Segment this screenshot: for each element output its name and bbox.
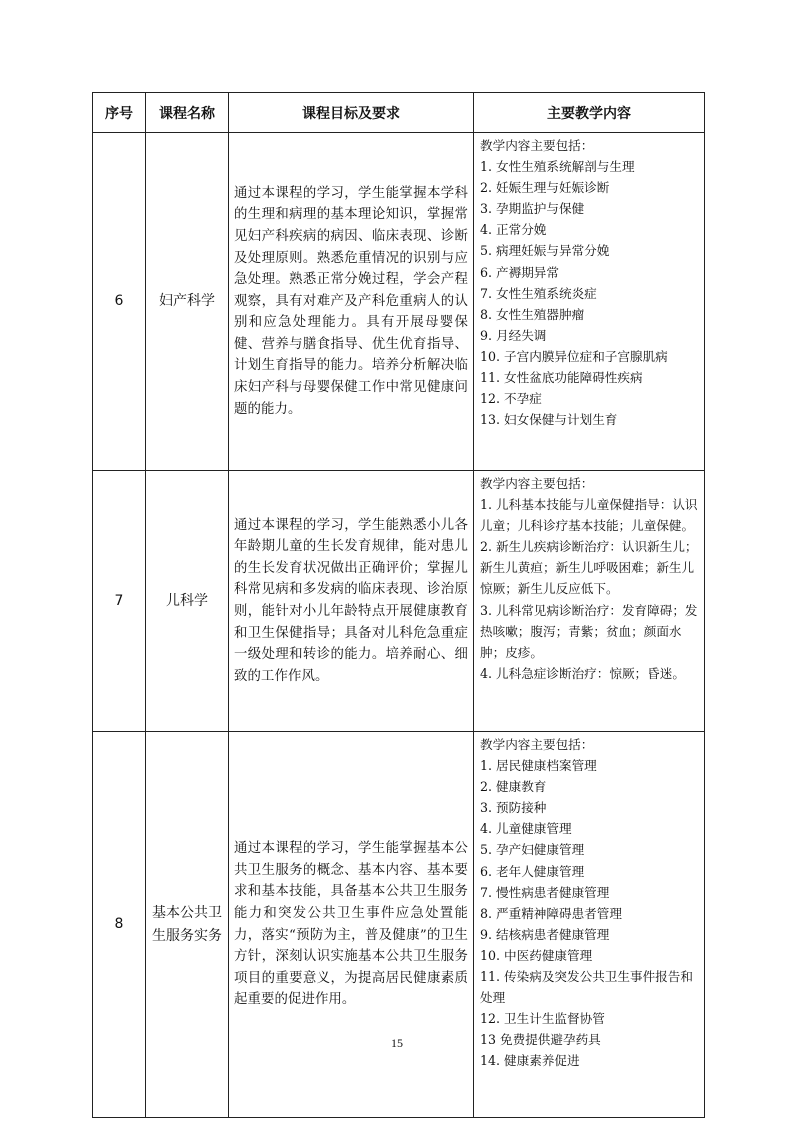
- main-content-cell: [474, 471, 705, 732]
- content-item: 13 免费提供避孕药具: [480, 1032, 601, 1048]
- main-content-cell: [474, 133, 705, 471]
- content-item: 13. 妇女保健与计划生育: [480, 412, 618, 428]
- table-row: [93, 133, 705, 471]
- table-row: [93, 732, 705, 1118]
- content-item: 4. 正常分娩: [480, 222, 547, 238]
- content-item: 12. 卫生计生监督协管: [480, 1011, 605, 1027]
- content-item: 5. 病理妊娠与异常分娩: [480, 243, 610, 259]
- content-item: 12. 不孕症: [480, 391, 542, 407]
- page-number: 15: [391, 1036, 403, 1050]
- content-item: 9. 结核病患者健康管理: [480, 926, 610, 942]
- content-item: 1. 女性生殖系统解剖与生理: [480, 159, 635, 175]
- header-main-content: 主要教学内容: [474, 93, 705, 133]
- row-number: 8: [93, 732, 146, 1118]
- content-item: 8. 女性生殖器肿瘤: [480, 306, 585, 322]
- course-name: 妇产科学: [146, 133, 229, 471]
- content-item: 14. 健康素养促进: [480, 1053, 580, 1069]
- content-item: 7. 女性生殖系统炎症: [480, 285, 597, 301]
- course-objective: 通过本课程的学习，学生能掌握本学科的生理和病理的基本理论知识，掌握常见妇产科疾病的病因、临床表现、诊断及处理原则。熟悉危重情况的识别与应急处理。熟悉正常分娩过程，学会产程观察，具有对难产及产科危重病人的认别和应急处理能力。具有开展母婴保健、营养与膳食指导、优生优育指导、计划生育指导的能力。培养分析解决临床妇产科与母婴保健工作中常见健康问题的能力。: [234, 185, 468, 417]
- content-item: 4. 儿科急症诊断治疗：惊厥；昏迷。: [480, 665, 685, 681]
- content-intro: 教学内容主要包括：: [480, 138, 594, 153]
- content-item: 6. 产褥期异常: [480, 264, 559, 280]
- content-item: 5. 孕产妇健康管理: [480, 842, 585, 858]
- content-item: 11. 女性盆底功能障碍性疾病: [480, 370, 643, 386]
- row-number: 7: [93, 471, 146, 732]
- content-item: 10. 中医药健康管理: [480, 947, 593, 963]
- course-objective-cell: [229, 471, 474, 732]
- table-header-row: [93, 93, 705, 133]
- content-item: 10. 子宫内膜异位症和子宫腺肌病: [480, 348, 668, 364]
- course-name: 基本公共卫生服务实务: [146, 732, 229, 1118]
- header-objectives: 课程目标及要求: [229, 93, 474, 133]
- content-item: 4. 儿童健康管理: [480, 821, 572, 837]
- content-item: 3. 预防接种: [480, 800, 547, 816]
- course-name: 儿科学: [146, 471, 229, 732]
- content-intro: 教学内容主要包括：: [480, 476, 594, 491]
- content-item: 7. 慢性病患者健康管理: [480, 884, 610, 900]
- content-item: 3. 孕期监护与保健: [480, 201, 585, 217]
- main-content-cell: [474, 732, 705, 1118]
- content-item: 1. 居民健康档案管理: [480, 758, 597, 774]
- content-item: 11. 传染病及突发公共卫生事件报告和处理: [480, 969, 693, 1006]
- content-item: 6. 老年人健康管理: [480, 863, 585, 879]
- content-item: 1. 儿科基本技能与儿童保健指导：认识儿童；儿科诊疗基本技能；儿童保健。: [480, 497, 698, 534]
- content-item: 8. 严重精神障碍患者管理: [480, 905, 622, 921]
- content-item: 2. 妊娠生理与妊娠诊断: [480, 180, 610, 196]
- content-item: 2. 健康教育: [480, 779, 547, 795]
- course-objective: 通过本课程的学习，学生能掌握基本公共卫生服务的概念、基本内容、基本要求和基本技能，具备基本公共卫生服务能力和突发公共卫生事件应急处置能力，落实“预防为主，普及健康”的卫生方针，深刻认识实施基本公共卫生服务项目的重要意义，为提高居民健康素质起重要的促进作用。: [234, 841, 468, 1008]
- row-number: 6: [93, 133, 146, 471]
- course-objective: 通过本课程的学习，学生能熟悉小儿各年龄期儿童的生长发育规律，能对患儿的生长发育状况做出正确评价；掌握儿科常见病和多发病的临床表现、诊治原则，能针对小儿年龄特点开展健康教育和卫生保健指导；具备对儿科危急重症一级处理和转诊的能力。培养耐心、细致的工作作风。: [234, 517, 468, 684]
- header-course-name: 课程名称: [146, 93, 229, 133]
- course-table: [92, 92, 705, 1118]
- table-row: [93, 471, 705, 732]
- content-item: 3. 儿科常见病诊断治疗：发育障碍；发热咳嗽；腹泻；青紫；贫血；颜面水肿；皮疹。: [480, 602, 698, 660]
- content-intro: 教学内容主要包括：: [480, 737, 594, 752]
- header-number: 序号: [93, 93, 146, 133]
- course-objective-cell: [229, 732, 474, 1118]
- content-item: 9. 月经失调: [480, 327, 547, 343]
- course-objective-cell: [229, 133, 474, 471]
- content-item: 2. 新生儿疾病诊断治疗：认识新生儿；新生儿黄疸；新生儿呼吸困难；新生儿惊厥；新生儿反应低下。: [480, 539, 698, 597]
